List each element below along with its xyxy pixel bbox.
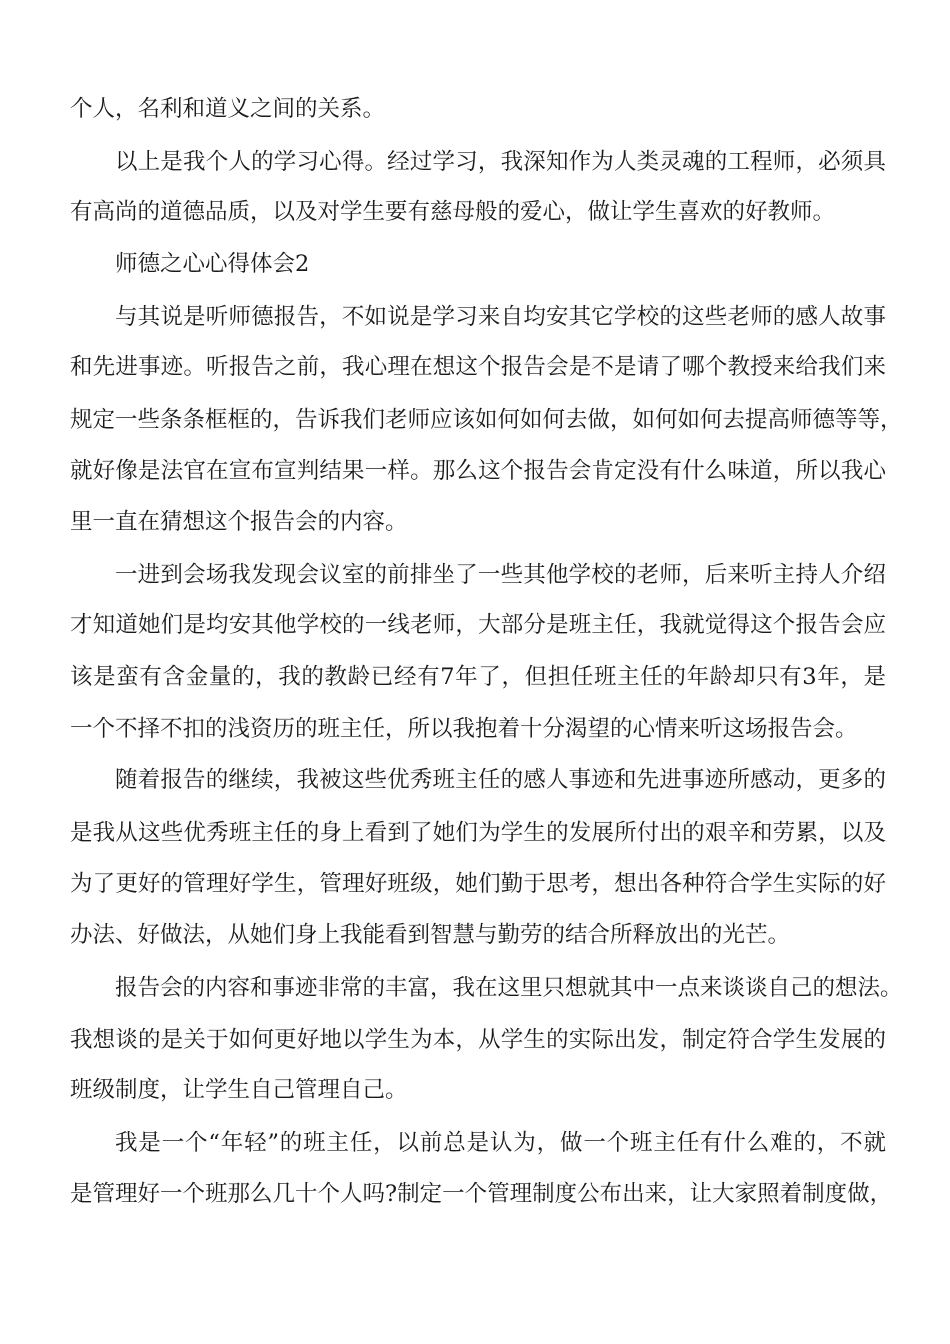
paragraph-line: 我想谈的是关于如何更好地以学生为本，从学生的实际出发，制定符合学生发展的 — [70, 1027, 886, 1053]
paragraph-line: 规定一些条条框框的，告诉我们老师应该如何如何去做，如何如何去提高师德等等， — [70, 407, 903, 433]
paragraph-continuation-line: 个人，名利和道义之间的关系。 — [70, 96, 386, 122]
paragraph-line: 以上是我个人的学习心得。经过学习，我深知作为人类灵魂的工程师，必须具 — [115, 149, 886, 175]
paragraph-line: 里一直在猜想这个报告会的内容。 — [70, 509, 408, 535]
paragraph-line: 随着报告的继续，我被这些优秀班主任的感人事迹和先进事迹所感动，更多的 — [115, 767, 886, 793]
paragraph-line: 办法、好做法，从她们身上我能看到智慧与勤劳的结合所释放出的光芒。 — [70, 922, 791, 948]
paragraph-line: 我是一个“年轻”的班主任，以前总是认为，做一个班主任有什么难的，不就 — [115, 1130, 886, 1156]
paragraph-line: 一个不择不扣的浅资历的班主任，所以我抱着十分渴望的心情来听这场报告会。 — [70, 716, 858, 742]
paragraph-line: 班级制度，让学生自己管理自己。 — [70, 1077, 408, 1103]
paragraph-line: 是管理好一个班那么几十个人吗?制定一个管理制度公布出来，让大家照着制度做， — [70, 1181, 893, 1207]
paragraph-line: 一进到会场我发现会议室的前排坐了一些其他学校的老师，后来听主持人介绍 — [115, 562, 886, 588]
paragraph-line: 就好像是法官在宣布宣判结果一样。那么这个报告会肯定没有什么味道，所以我心 — [70, 458, 886, 484]
paragraph-line: 是我从这些优秀班主任的身上看到了她们为学生的发展所付出的艰辛和劳累，以及 — [70, 820, 886, 846]
paragraph-line: 为了更好的管理好学生，管理好班级，她们勤于思考，想出各种符合学生实际的好 — [70, 871, 886, 897]
section-heading: 师德之心心得体会2 — [115, 251, 310, 277]
paragraph-line: 有高尚的道德品质，以及对学生要有慈母般的爱心，做让学生喜欢的好教师。 — [70, 199, 836, 225]
paragraph-line: 和先进事迹。听报告之前，我心理在想这个报告会是不是请了哪个教授来给我们来 — [70, 354, 886, 380]
paragraph-line: 才知道她们是均安其他学校的一线老师，大部分是班主任，我就觉得这个报告会应 — [70, 612, 886, 638]
paragraph-line: 报告会的内容和事迹非常的丰富，我在这里只想就其中一点来谈谈自己的想法。 — [115, 975, 903, 1001]
paragraph-line: 与其说是听师德报告，不如说是学习来自均安其它学校的这些老师的感人故事 — [115, 304, 886, 330]
paragraph-line: 该是蛮有含金量的，我的教龄已经有7年了，但担任班主任的年龄却只有3年，是 — [70, 664, 886, 690]
